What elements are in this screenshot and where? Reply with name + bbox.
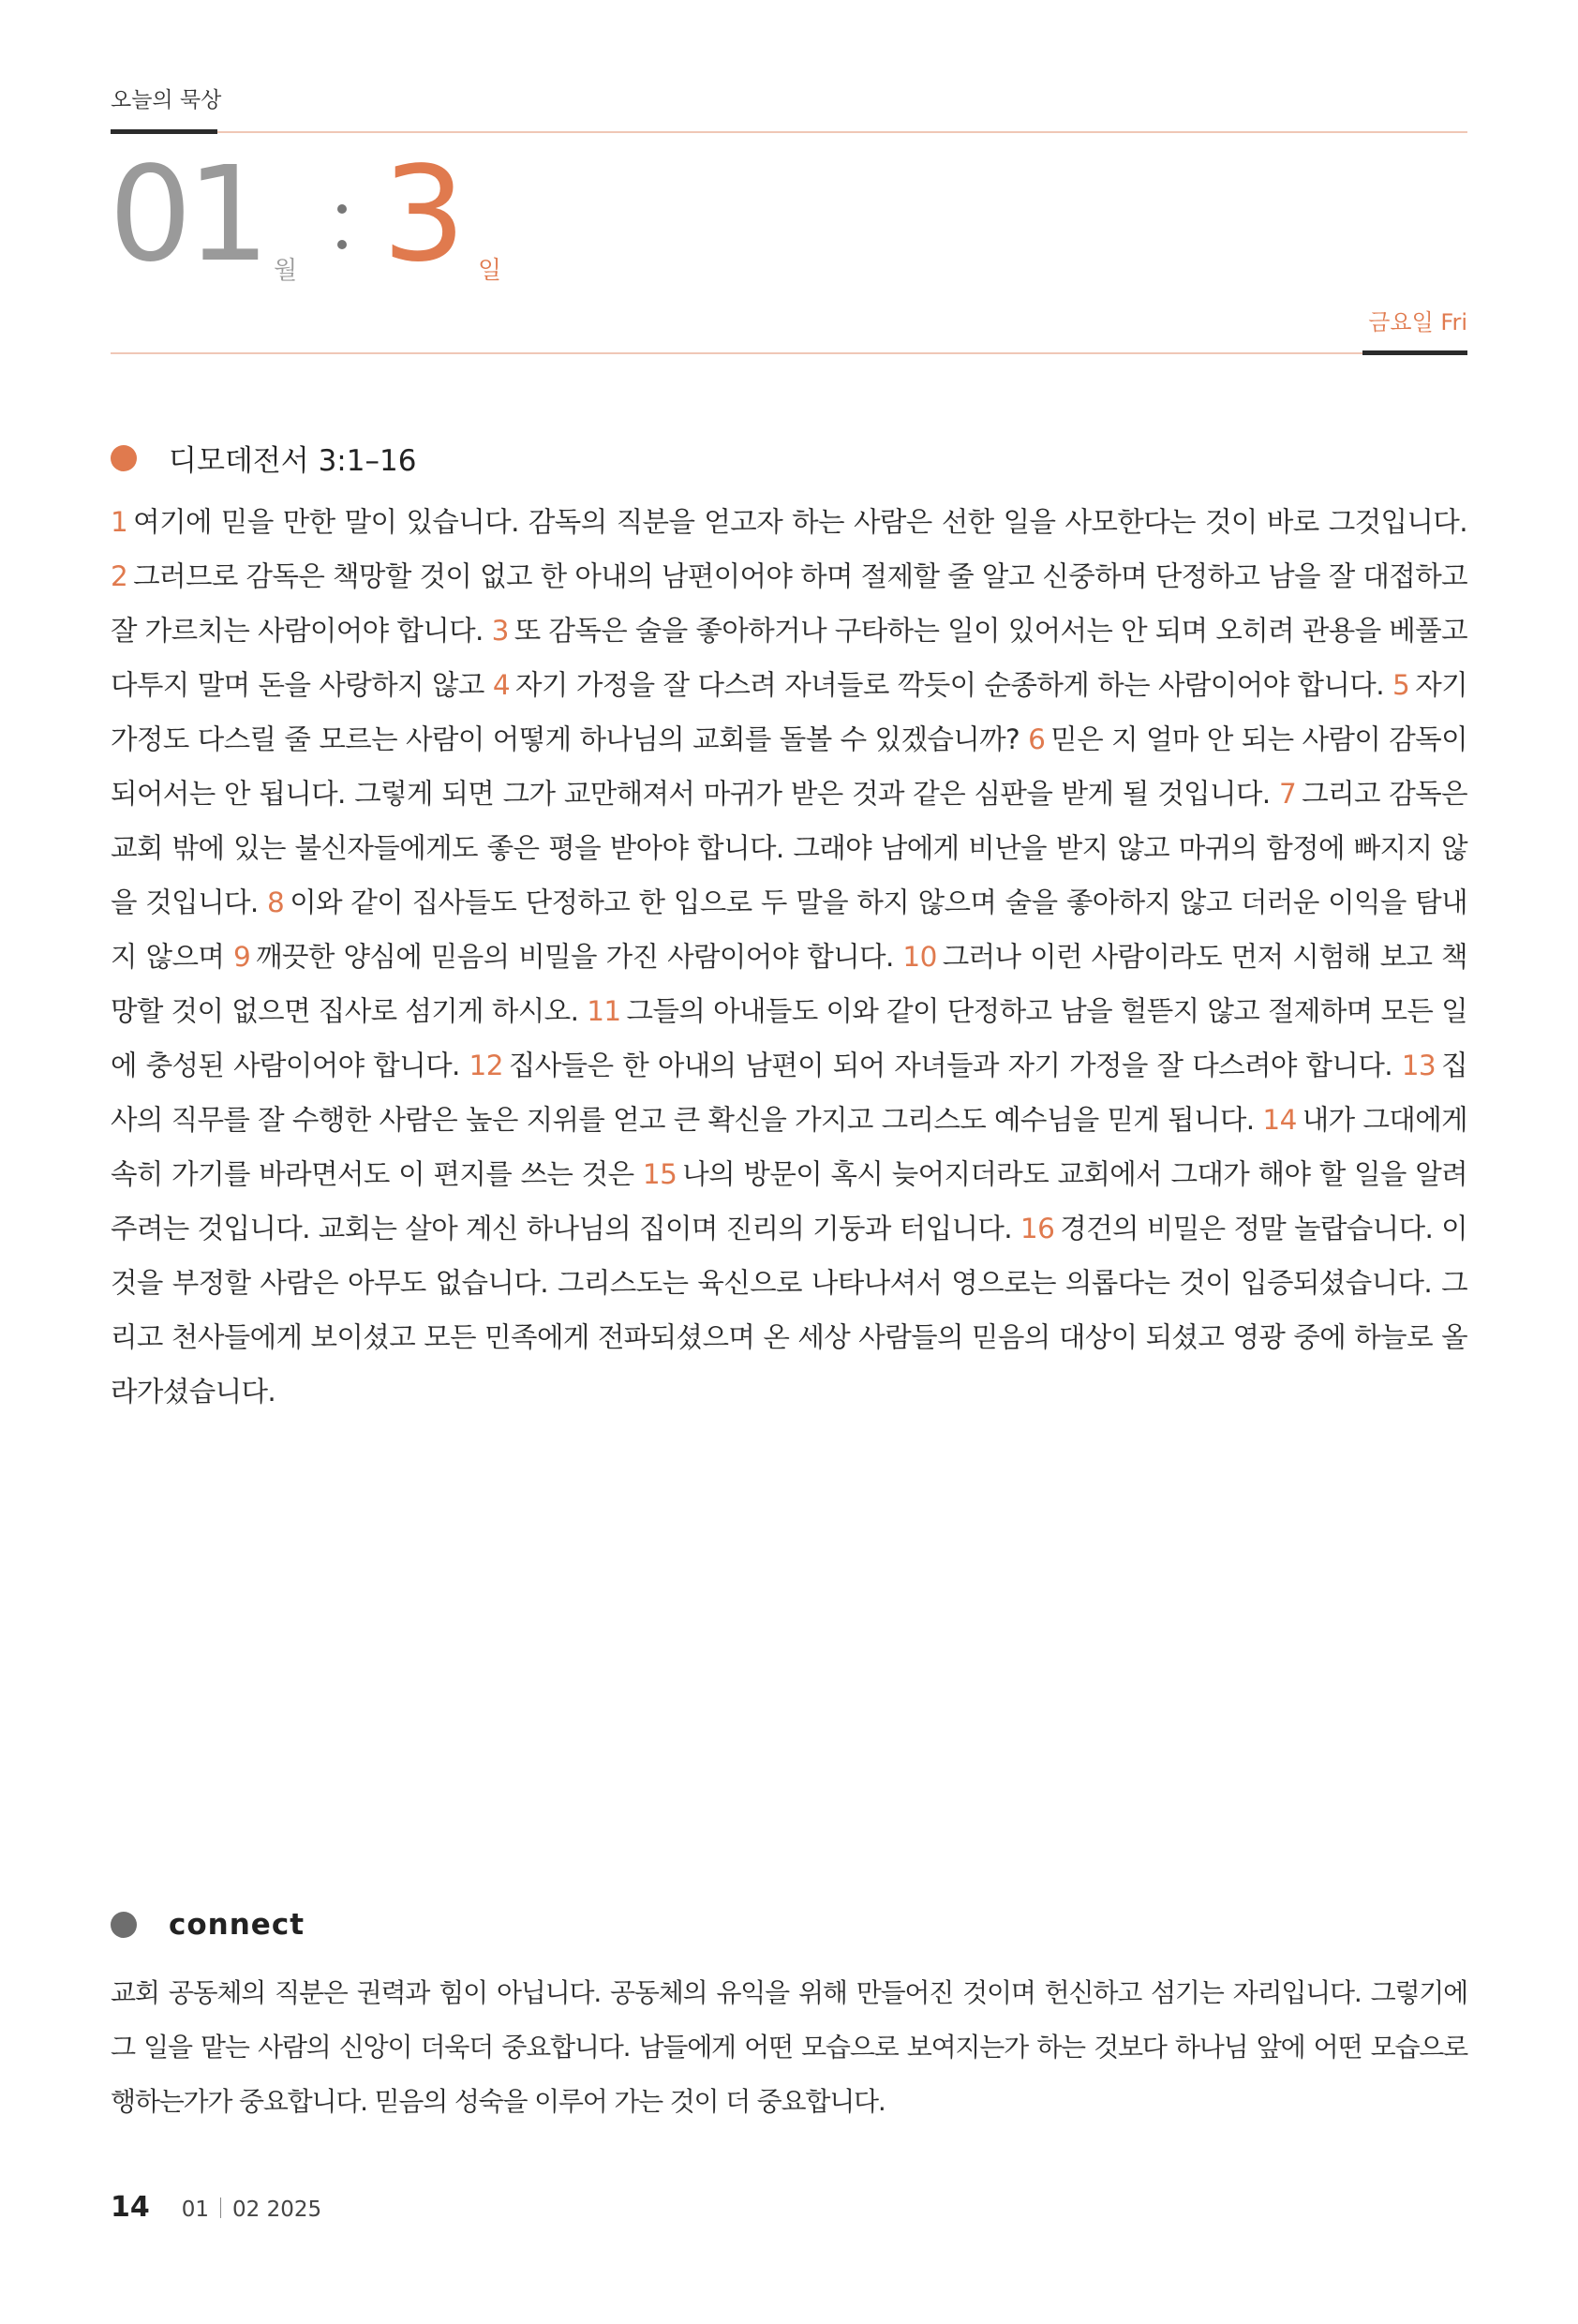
verse-text: 자기 가정도 다스릴 줄 모르는 사람이 어떻게 하나님의 교회를 돌볼 수 있겠습니까? <box>111 669 1467 755</box>
verse-text: 나의 방문이 혹시 늦어지더라도 교회에서 그대가 해야 할 일을 알려 주려는 것입니다. 교회는 살아 계신 하나님의 집이며 진리의 기둥과 터입니다. <box>111 1158 1468 1244</box>
verse-text: 깨끗한 양심에 믿음의 비밀을 가진 사람이어야 합니다. <box>256 941 903 973</box>
issue-divider <box>220 2197 221 2218</box>
issue-month: 01 <box>181 2197 210 2222</box>
page-footer <box>111 2191 321 2224</box>
bullet-dot-icon <box>111 1912 137 1938</box>
verse-text: 이와 같이 집사들도 단정하고 한 입으로 두 말을 하지 않으며 술을 좋아하지 않고 더러운 이익을 탐내지 않으며 <box>111 886 1467 973</box>
bullet-dot-icon <box>111 445 137 471</box>
verse-text: 내가 그대에게 속히 가기를 바라면서도 이 편지를 쓰는 것은 <box>111 1104 1467 1190</box>
verse-number: 12 <box>469 1050 503 1081</box>
scripture-text <box>111 495 1467 1419</box>
verse-number: 7 <box>1279 778 1297 810</box>
verse-number: 1 <box>111 506 128 538</box>
verse-number: 9 <box>232 941 251 973</box>
verse-number: 4 <box>492 669 510 701</box>
verse-text: 그러나 이런 사람이라도 먼저 시험해 보고 책망할 것이 없으면 집사로 섬기게 하시오. <box>111 941 1467 1027</box>
verse-text: 믿은 지 얼마 안 되는 사람이 감독이 되어서는 안 됩니다. 그렇게 되면 그가 교만해져서 마귀가 받은 것과 같은 심판을 받게 될 것입니다. <box>111 723 1467 810</box>
verse-text: 그들의 아내들도 이와 같이 단정하고 남을 헐뜯지 않고 절제하며 모든 일에 충성된 사람이어야 합니다. <box>111 995 1467 1081</box>
issue-date: 02 2025 <box>232 2197 322 2222</box>
section-label: 오늘의 묵상 <box>111 88 222 112</box>
verse-number: 10 <box>902 941 937 973</box>
verse-number: 13 <box>1401 1050 1437 1081</box>
date-divider-accent <box>1362 350 1467 355</box>
verse-number: 16 <box>1020 1213 1055 1244</box>
verse-text: 집사들은 한 아내의 남편이 되어 자녀들과 자기 가정을 잘 다스려야 합니다. <box>508 1050 1402 1081</box>
verse-number: 15 <box>642 1158 677 1190</box>
date-month-unit: 월 <box>274 257 298 285</box>
header-divider <box>111 131 1467 133</box>
verse-text: 그러므로 감독은 책망할 것이 없고 한 아내의 남편이어야 하며 절제할 줄 알고 신중하며 단정하고 남을 잘 대접하고 잘 가르치는 사람이어야 합니다. <box>111 560 1467 647</box>
connect-body: 교회 공동체의 직분은 권력과 힘이 아닙니다. 공동체의 유익을 위해 만들어진 것이며 헌신하고 섬기는 자리입니다. 그렇기에 그 일을 맡는 사람의 신앙이 더욱더 중요합니다. 남들에게 어떤 모습으로 보여지는가 하는 것보다 하나님 앞에 어떤 모습으로 행하는가가 중요합니다. 믿음의 성숙을 이루어 가는 것이 더 중요합니다. <box>111 1977 1467 2117</box>
verse-number: 11 <box>587 995 621 1027</box>
header-divider-accent <box>111 129 217 134</box>
scripture-reference: 디모데전서 3:1–16 <box>169 444 417 478</box>
verse-number: 8 <box>267 886 285 918</box>
verse-text: 그리고 감독은 교회 밖에 있는 불신자들에게도 좋은 평을 받아야 합니다. 그래야 남에게 비난을 받지 않고 마귀의 함정에 빠지지 않을 것입니다. <box>111 778 1467 918</box>
verse-number: 5 <box>1392 669 1410 701</box>
verse-text: 여기에 믿을 만한 말이 있습니다. 감독의 직분을 얻고자 하는 사람은 선한 일을 사모한다는 것이 바로 그것입니다. <box>133 506 1467 538</box>
date-month: 01 <box>109 139 265 291</box>
date-day-unit: 일 <box>478 257 502 285</box>
verse-text: 경건의 비밀은 정말 놀랍습니다. 이것을 부정할 사람은 아무도 없습니다. 그리스도는 육신으로 나타나셔서 영으로는 의롭다는 것이 입증되셨습니다. 그리고 천사들에게 보이셨고 모든 민족에게 전파되셨으며 온 세상 사람들의 믿음의 대상이 되셨고 영광 중에 하늘로 올라가셨습니다. <box>111 1213 1467 1408</box>
verse-number: 3 <box>491 615 509 647</box>
verse-text: 자기 가정을 잘 다스려 자녀들로 깍듯이 순종하게 하는 사람이어야 합니다. <box>515 669 1393 701</box>
verse-text: 또 감독은 술을 좋아하거나 구타하는 일이 있어서는 안 되며 오히려 관용을 베풀고 다투지 말며 돈을 사랑하지 않고 <box>111 615 1467 701</box>
verse-number: 2 <box>111 560 128 592</box>
scripture-heading <box>111 437 416 479</box>
date-separator-icon <box>337 197 347 257</box>
verse-text: 집사의 직무를 잘 수행한 사람은 높은 지위를 얻고 큰 확신을 가지고 그리스도 예수님을 믿게 됩니다. <box>111 1050 1467 1136</box>
weekday: 금요일 Fri <box>1368 309 1467 335</box>
page-number: 14 <box>111 2191 150 2224</box>
connect-title: connect <box>169 1908 305 1942</box>
verse-number: 6 <box>1028 723 1046 755</box>
date-divider <box>111 352 1467 354</box>
date-day: 3 <box>382 139 467 291</box>
connect-heading <box>111 1908 305 1942</box>
verse-number: 14 <box>1262 1104 1297 1136</box>
